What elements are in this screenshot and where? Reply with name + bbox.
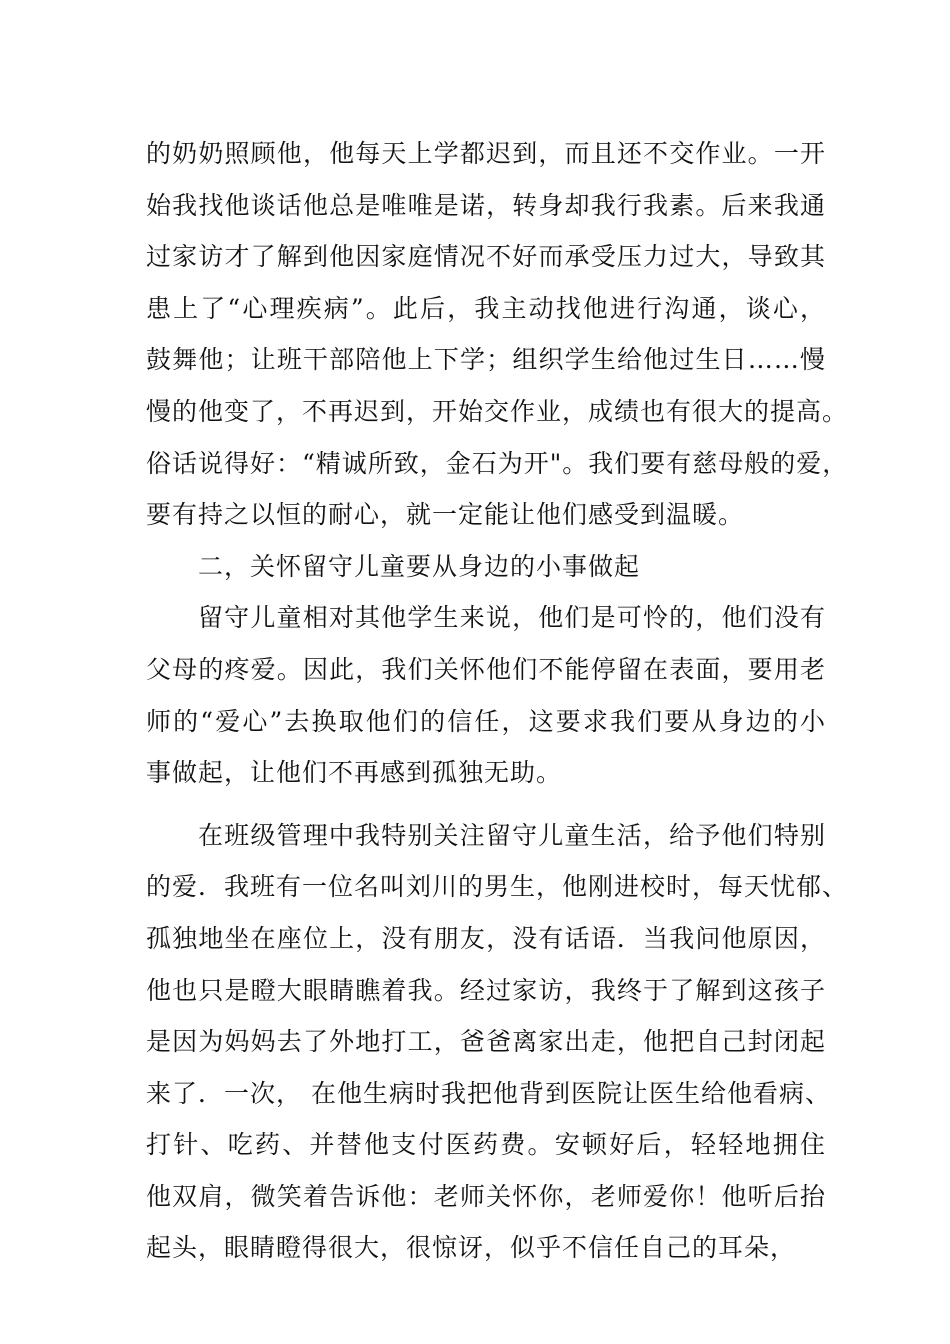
paragraph-line: 父母的疼爱。因此，我们关怀他们不能停留在表面，要用老	[146, 654, 826, 684]
paragraph-line: 过家访才了解到他因家庭情况不好而承受压力过大，导致其	[146, 242, 826, 272]
paragraph-line: 患上了“心理疾病”。此后，我主动找他进行沟通，谈心，	[146, 293, 826, 323]
paragraph-line: 打针、吃药、并替他支付医药费。安顿好后，轻轻地拥住	[146, 1130, 826, 1160]
paragraph-line: 事做起，让他们不再感到孤独无助。	[146, 758, 563, 788]
paragraph-line: 鼓舞他；让班干部陪他上下学；组织学生给他过生日……慢	[146, 345, 826, 375]
paragraph-line: 在班级管理中我特别关注留守儿童生活，给予他们特别	[198, 820, 826, 850]
paragraph-line: 他也只是瞪大眼睛瞧着我。经过家访，我终于了解到这孩子	[146, 975, 826, 1005]
paragraph-line: 师的“爱心”去换取他们的信任，这要求我们要从身边的小	[146, 706, 826, 736]
paragraph-line: 孤独地坐在座位上，没有朋友，没有话语．当我问他原因，	[146, 923, 826, 953]
section-heading: 二，关怀留守儿童要从身边的小事做起	[198, 551, 641, 581]
paragraph-line: 慢的他变了，不再迟到，开始交作业，成绩也有很大的提高。	[146, 396, 849, 426]
paragraph-1	[146, 128, 849, 541]
paragraph-spacing	[146, 799, 826, 810]
paragraph-line: 他双肩，微笑着告诉他：老师关怀你，老师爱你！他听后抬	[146, 1181, 826, 1211]
paragraph-line: 留守儿童相对其他学生来说，他们是可怜的，他们没有	[198, 603, 826, 633]
paragraph-line: 要有持之以恒的耐心，就一定能让他们感受到温暖。	[146, 500, 745, 530]
body-text	[146, 128, 849, 1274]
paragraph-line: 来了．一次， 在他生病时我把他背到医院让医生给他看病、	[146, 1078, 831, 1108]
paragraph-line: 起头，眼睛瞪得很大，很惊讶，似乎不信任自己的耳朵，	[146, 1233, 797, 1263]
paragraph-line: 的爱．我班有一位名叫刘川的男生，他刚进校时，每天忧郁、	[146, 872, 849, 902]
paragraph-line: 始我找他谈话他总是唯唯是诺，转身却我行我素。后来我通	[146, 190, 826, 220]
paragraph-3	[146, 810, 849, 1274]
paragraph-line: 俗话说得好：“精诚所致，金石为开"。我们要有慈母般的爱，	[146, 448, 849, 478]
paragraph-line: 的奶奶照顾他，他每天上学都迟到，而且还不交作业。一开	[146, 139, 826, 168]
paragraph-2	[146, 592, 826, 798]
paragraph-line: 是因为妈妈去了外地打工，爸爸离家出走，他把自己封闭起	[146, 1027, 826, 1057]
